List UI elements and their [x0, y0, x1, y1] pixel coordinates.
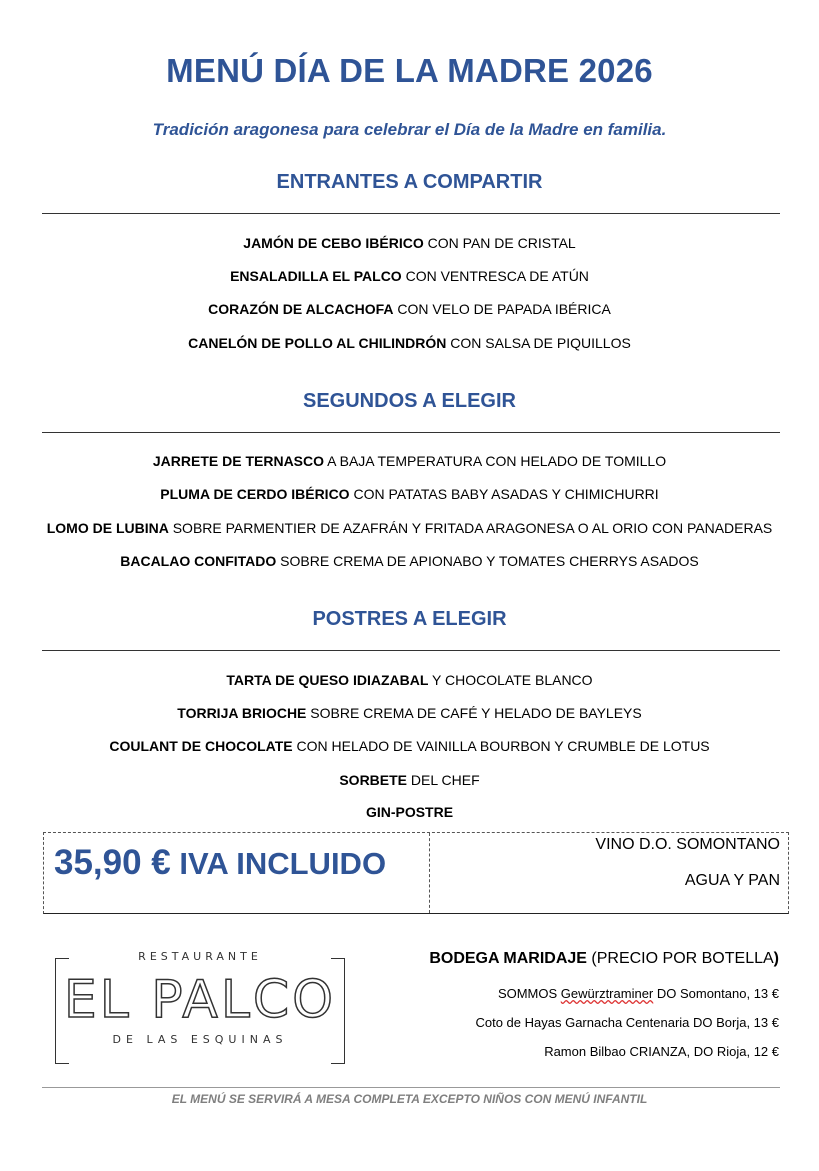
dish-desc: Y CHOCOLATE BLANCO [428, 672, 593, 688]
menu-item [0, 300, 819, 318]
price-table [43, 832, 789, 914]
menu-item [0, 737, 819, 755]
menu-item [0, 452, 819, 470]
menu-item [0, 519, 819, 537]
dish-name: BACALAO CONFITADO [120, 553, 277, 569]
section-heading-segundos: SEGUNDOS A ELEGIR [303, 390, 516, 412]
dish-desc: CON HELADO DE VAINILLA BOURBON Y CRUMBLE DE LOTUS [292, 738, 710, 754]
bodega-heading [429, 950, 779, 968]
menu-item [0, 771, 819, 789]
wine-item [475, 1015, 779, 1030]
dish-name: GIN-POSTRE [365, 804, 454, 820]
dish-desc: SOBRE CREMA DE APIONABO Y TOMATES CHERRYS ASADOS [276, 553, 699, 569]
restaurant-logo [55, 950, 345, 1064]
menu-item [0, 704, 819, 722]
dish-name: JARRETE DE TERNASCO [152, 453, 325, 469]
dish-desc: CON SALSA DE PIQUILLOS [446, 335, 631, 351]
dish-name: COULANT DE CHOCOLATE [109, 738, 293, 754]
dish-desc: SOBRE CREMA DE CAFÉ Y HELADO DE BAYLEYS [306, 705, 642, 721]
section-divider [42, 432, 780, 433]
logo-name: EL PALCO [63, 970, 337, 1030]
wine-text-end: DO Somontano, 13 € [653, 986, 779, 1001]
menu-subtitle: Tradición aragonesa para celebrar el Día de la Madre en familia. [152, 120, 667, 139]
wine-text: Ramon Bilbao CRIANZA, DO Rioja, 12 € [544, 1044, 779, 1059]
wine-text: Coto de Hayas Garnacha Centenaria DO Borja, 13 € [475, 1015, 779, 1030]
dish-name: PLUMA DE CERDO IBÉRICO [160, 486, 350, 502]
price-amount: 35,90 € [54, 843, 171, 882]
dish-name: LOMO DE LUBINA [46, 520, 169, 536]
dish-name: CORAZÓN DE ALCACHOFA [208, 301, 394, 317]
dish-name: JAMÓN DE CEBO IBÉRICO [243, 235, 424, 251]
wine-item [544, 1044, 779, 1059]
menu-item [0, 334, 819, 352]
menu-title: MENÚ DÍA DE LA MADRE 2026 [166, 52, 653, 89]
wine-item [498, 986, 779, 1001]
logo-bottom-text: DE LAS ESQUINAS [112, 1033, 288, 1046]
menu-item [0, 267, 819, 285]
included-wine: VINO D.O. SOMONTANO [595, 836, 780, 853]
dish-desc: CON VENTRESCA DE ATÚN [401, 268, 589, 284]
section-heading-entrantes: ENTRANTES A COMPARTIR [276, 171, 543, 193]
section-divider [42, 650, 780, 651]
wine-text: SOMMOS [497, 986, 561, 1001]
dish-name: TORRIJA BRIOCHE [177, 705, 307, 721]
menu-item [0, 671, 819, 689]
menu-item [0, 552, 819, 570]
dish-desc: CON VELO DE PAPADA IBÉRICA [393, 301, 611, 317]
footer-divider [42, 1087, 780, 1088]
section-divider [42, 213, 780, 214]
menu-item [0, 234, 819, 252]
dish-name: CANELÓN DE POLLO AL CHILINDRÓN [188, 335, 447, 351]
table-divider [429, 833, 430, 913]
dish-name: ENSALADILLA EL PALCO [230, 268, 402, 284]
bodega-title-rest: (PRECIO POR BOTELLA [586, 950, 774, 967]
included-water-bread: AGUA Y PAN [684, 872, 780, 889]
dish-desc: CON PAN DE CRISTAL [423, 235, 576, 251]
dish-desc: SOBRE PARMENTIER DE AZAFRÁN Y FRITADA ARAGONESA O AL ORIO CON PANADERAS [168, 520, 773, 536]
footer-note: EL MENÚ SE SERVIRÁ A MESA COMPLETA EXCEPTO NIÑOS CON MENÚ INFANTIL [171, 1092, 648, 1106]
dish-desc: A BAJA TEMPERATURA CON HELADO DE TOMILLO [324, 453, 667, 469]
wine-grape: Gewürztraminer [560, 986, 654, 1001]
menu-price [54, 843, 386, 883]
price-vat-label: IVA INCLUIDO [170, 846, 387, 881]
dish-name: SORBETE [339, 772, 408, 788]
logo-top-text: RESTAURANTE [138, 950, 262, 963]
menu-item [0, 485, 819, 503]
dish-name: TARTA DE QUESO IDIAZABAL [226, 672, 429, 688]
section-heading-postres: POSTRES A ELEGIR [312, 608, 507, 630]
menu-item [0, 803, 819, 821]
bodega-title-bold: BODEGA MARIDAJE [429, 950, 587, 967]
bodega-title-close: ) [773, 950, 779, 967]
dish-desc: CON PATATAS BABY ASADAS Y CHIMICHURRI [349, 486, 659, 502]
dish-desc: DEL CHEF [407, 772, 480, 788]
